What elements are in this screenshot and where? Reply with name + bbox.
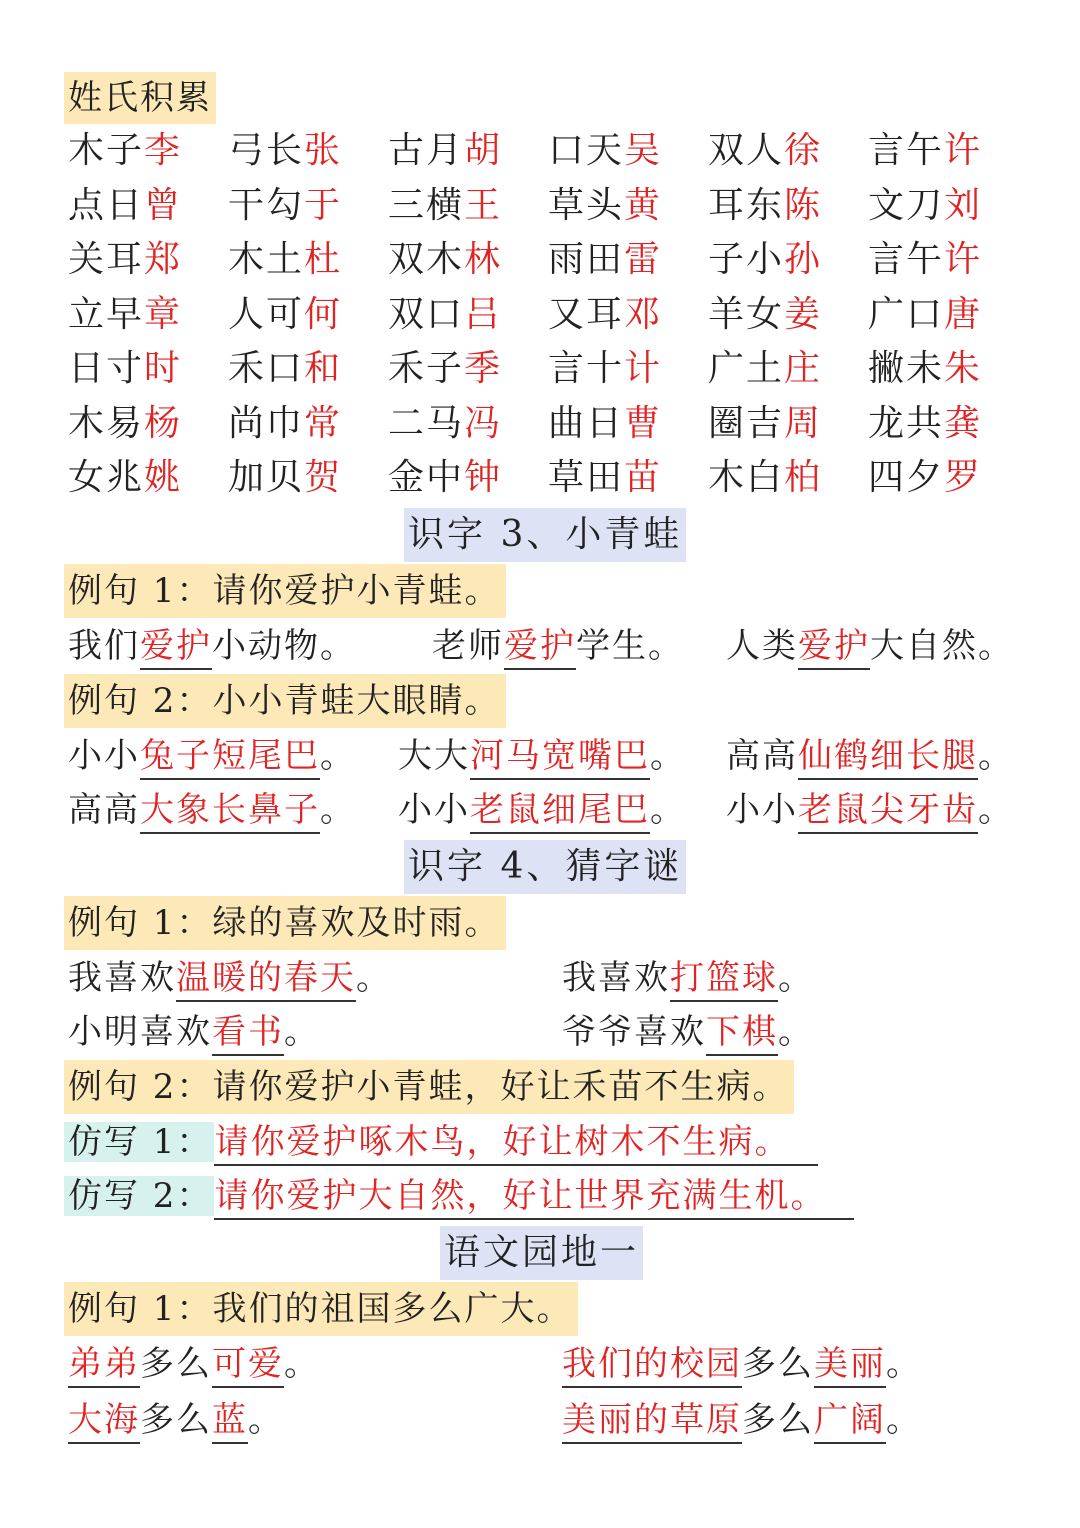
- surname-cell: [228, 124, 388, 179]
- surname-parts: 口天: [548, 130, 625, 171]
- surname-cell: [228, 451, 388, 506]
- surname-row: [68, 451, 1028, 506]
- surname-cell: [548, 179, 708, 234]
- sentence-item: 小明喜欢看书。: [68, 1006, 320, 1058]
- sentence-item: 高高仙鹤细长腿。: [726, 730, 1014, 782]
- surname-char: 林: [464, 239, 503, 280]
- surname-cell: [868, 233, 1028, 288]
- surname-char: 苗: [624, 457, 663, 498]
- sentence-item: 小小兔子短尾巴。: [68, 730, 356, 782]
- sentence-item: 高高大象长鼻子。: [68, 784, 356, 836]
- surname-cell: [228, 288, 388, 343]
- surname-cell: [708, 288, 868, 343]
- surname-char: 龚: [944, 402, 983, 444]
- surname-char: 胡: [464, 130, 503, 171]
- surname-parts: 日寸: [68, 348, 145, 389]
- surname-parts: 双口: [388, 293, 465, 335]
- lesson3-example2: 例句 2：小小青蛙大眼睛。: [64, 674, 506, 728]
- surname-char: 杜: [304, 239, 343, 280]
- surname-parts: 加贝: [228, 457, 305, 498]
- surname-char: 雷: [624, 239, 663, 280]
- surname-row: [68, 124, 1028, 179]
- surname-parts: 广口: [868, 293, 945, 335]
- lesson4-example1: 例句 1：绿的喜欢及时雨。: [64, 896, 506, 950]
- surname-char: 柏: [784, 457, 823, 498]
- surname-parts: 立早: [68, 293, 145, 335]
- sentence-item: 美丽的草原多么广阔。: [562, 1394, 922, 1446]
- surname-cell: [708, 233, 868, 288]
- surname-cell: [68, 233, 228, 288]
- surname-parts: 圈吉: [708, 402, 785, 444]
- surname-cell: [388, 288, 548, 343]
- sentence-item: 大大河马宽嘴巴。: [398, 730, 686, 782]
- lesson4-heading: 识字 4、猜字谜: [404, 840, 686, 894]
- surname-parts: 草头: [548, 184, 625, 226]
- surname-parts: 文刀: [868, 184, 945, 226]
- imitation-line-1: [64, 1116, 818, 1168]
- surname-char: 唐: [944, 293, 983, 335]
- surname-char: 刘: [944, 184, 983, 226]
- sentence-item: 弟弟多么可爱。: [68, 1338, 320, 1390]
- imitation-line-2: [64, 1170, 854, 1222]
- surname-cell: [548, 342, 708, 397]
- surname-cell: [68, 179, 228, 234]
- surname-char: 许: [944, 239, 983, 280]
- surname-char: 计: [624, 348, 663, 389]
- surname-row: [68, 342, 1028, 397]
- garden-example1: 例句 1：我们的祖国多么广大。: [64, 1282, 578, 1336]
- surname-cell: [548, 451, 708, 506]
- surname-cell: [708, 179, 868, 234]
- imitation-text: 请你爱护大自然，好让世界充满生机。: [214, 1176, 854, 1220]
- surname-cell: [388, 397, 548, 452]
- surname-cell: [68, 397, 228, 452]
- surname-parts: 金中: [388, 457, 465, 498]
- surname-parts: 耳东: [708, 184, 785, 226]
- surname-parts: 曲日: [548, 402, 625, 444]
- surname-parts: 羊女: [708, 293, 785, 335]
- surname-cell: [708, 397, 868, 452]
- sentence-item: 我喜欢打篮球。: [562, 952, 814, 1004]
- surname-char: 贺: [304, 457, 343, 498]
- surname-char: 陈: [784, 184, 823, 226]
- surname-char: 朱: [944, 348, 983, 389]
- surname-char: 李: [144, 130, 183, 171]
- surname-parts: 弓长: [228, 130, 305, 171]
- surname-cell: [388, 124, 548, 179]
- sentence-item: 爷爷喜欢下棋。: [562, 1006, 814, 1058]
- surname-char: 张: [304, 130, 343, 171]
- surname-parts: 四夕: [868, 457, 945, 498]
- surname-cell: [868, 288, 1028, 343]
- surname-char: 时: [144, 348, 183, 389]
- surname-row: [68, 233, 1028, 288]
- imitation-text: 请你爱护啄木鸟，好让树木不生病。: [214, 1122, 818, 1166]
- lesson3-example1: 例句 1：请你爱护小青蛙。: [64, 564, 506, 618]
- surname-cell: [388, 179, 548, 234]
- surname-cell: [68, 451, 228, 506]
- surname-char: 孙: [784, 239, 823, 280]
- surname-cell: [548, 397, 708, 452]
- surname-cell: [548, 288, 708, 343]
- surname-parts: 尚巾: [228, 402, 305, 444]
- surname-cell: [388, 233, 548, 288]
- surname-parts: 言十: [548, 348, 625, 389]
- surname-parts: 撇未: [868, 348, 945, 389]
- surname-char: 何: [304, 293, 343, 335]
- surname-row: [68, 179, 1028, 234]
- sentence-item: 小小老鼠尖牙齿。: [726, 784, 1014, 836]
- garden-heading: 语文园地一: [440, 1226, 643, 1280]
- surname-parts: 女兆: [68, 457, 145, 498]
- lesson4-example2: 例句 2：请你爱护小青蛙，好让禾苗不生病。: [64, 1060, 794, 1114]
- surname-char: 吕: [464, 293, 503, 335]
- surname-parts: 木易: [68, 402, 145, 444]
- surname-parts: 子小: [708, 239, 785, 280]
- surname-parts: 木白: [708, 457, 785, 498]
- surname-parts: 草田: [548, 457, 625, 498]
- surname-char: 曹: [624, 402, 663, 444]
- imitation-label: 仿写 1：: [64, 1122, 214, 1162]
- surname-char: 许: [944, 130, 983, 171]
- surname-char: 季: [464, 348, 503, 389]
- surname-char: 周: [784, 402, 823, 444]
- surname-cell: [868, 342, 1028, 397]
- surname-parts: 点日: [68, 184, 145, 226]
- surname-char: 章: [144, 293, 183, 335]
- surname-cell: [228, 179, 388, 234]
- surname-char: 姜: [784, 293, 823, 335]
- surname-grid: [68, 124, 1028, 506]
- surname-cell: [548, 233, 708, 288]
- surname-parts: 双木: [388, 239, 465, 280]
- surname-parts: 禾子: [388, 348, 465, 389]
- sentence-item: 我们爱护小动物。: [68, 620, 356, 672]
- sentence-item: 人类爱护大自然。: [726, 620, 1014, 672]
- sentence-item: 老师爱护学生。: [432, 620, 684, 672]
- sentence-item: 我喜欢温暖的春天。: [68, 952, 392, 1004]
- surname-parts: 干勾: [228, 184, 305, 226]
- lesson3-heading: 识字 3、小青蛙: [404, 508, 686, 562]
- surname-parts: 三横: [388, 184, 465, 226]
- surname-cell: [548, 124, 708, 179]
- surname-cell: [708, 451, 868, 506]
- surname-cell: [868, 397, 1028, 452]
- surname-char: 曾: [144, 184, 183, 226]
- surname-char: 郑: [144, 239, 183, 280]
- surname-cell: [868, 451, 1028, 506]
- surname-parts: 木土: [228, 239, 305, 280]
- surname-char: 罗: [944, 457, 983, 498]
- surname-char: 徐: [784, 130, 823, 171]
- surname-parts: 古月: [388, 130, 465, 171]
- surname-row: [68, 397, 1028, 452]
- surname-cell: [68, 288, 228, 343]
- surname-cell: [228, 233, 388, 288]
- surname-cell: [228, 397, 388, 452]
- surname-parts: 龙共: [868, 402, 945, 444]
- surname-parts: 关耳: [68, 239, 145, 280]
- surname-cell: [708, 342, 868, 397]
- surname-char: 王: [464, 184, 503, 226]
- surname-char: 邓: [624, 293, 663, 335]
- sentence-item: 小小老鼠细尾巴。: [398, 784, 686, 836]
- surname-cell: [388, 451, 548, 506]
- surname-cell: [228, 342, 388, 397]
- surname-char: 冯: [464, 402, 503, 444]
- surname-char: 庄: [784, 348, 823, 389]
- surname-parts: 又耳: [548, 293, 625, 335]
- surname-row: [68, 288, 1028, 343]
- surname-parts: 木子: [68, 130, 145, 171]
- surname-char: 常: [304, 402, 343, 444]
- imitation-label: 仿写 2：: [64, 1176, 214, 1216]
- surname-char: 钟: [464, 457, 503, 498]
- surname-cell: [68, 342, 228, 397]
- surname-parts: 人可: [228, 293, 305, 335]
- surname-parts: 禾口: [228, 348, 305, 389]
- sentence-item: 大海多么蓝。: [68, 1394, 284, 1446]
- surname-char: 黄: [624, 184, 663, 226]
- sentence-item: 我们的校园多么美丽。: [562, 1338, 922, 1390]
- surname-cell: [388, 342, 548, 397]
- surname-parts: 二马: [388, 402, 465, 444]
- surname-parts: 广土: [708, 348, 785, 389]
- surname-parts: 双人: [708, 130, 785, 171]
- surname-char: 姚: [144, 457, 183, 498]
- surname-char: 于: [304, 184, 343, 226]
- surname-cell: [68, 124, 228, 179]
- surname-cell: [708, 124, 868, 179]
- surname-section-title: 姓氏积累: [64, 72, 216, 124]
- surname-char: 杨: [144, 402, 183, 444]
- surname-cell: [868, 179, 1028, 234]
- surname-char: 和: [304, 348, 343, 389]
- surname-cell: [868, 124, 1028, 179]
- surname-parts: 雨田: [548, 239, 625, 280]
- surname-char: 吴: [624, 130, 663, 171]
- surname-parts: 言午: [868, 239, 945, 280]
- surname-parts: 言午: [868, 130, 945, 171]
